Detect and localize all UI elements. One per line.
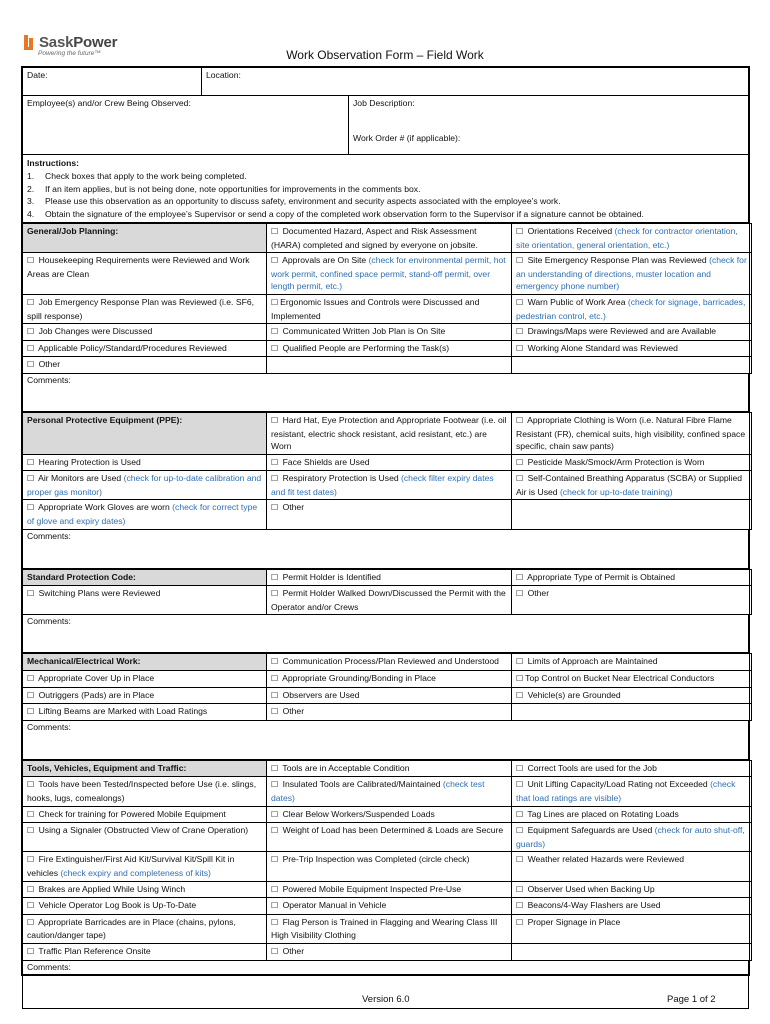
checklist-label: Top Control on Bucket Near Electrical Conductors [525, 673, 715, 684]
checklist-item[interactable] [267, 569, 512, 586]
checklist-label: Outriggers (Pads) are in Place [38, 689, 155, 700]
instructions-heading: Instructions: [27, 158, 80, 168]
checklist-row [23, 687, 752, 704]
checklist-label: Air Monitors are Used [38, 473, 124, 484]
instruction-item [27, 208, 744, 221]
checkbox-icon[interactable]: ☐ [516, 901, 524, 911]
comments-box[interactable] [22, 374, 749, 412]
checklist-label: Hard Hat, Eye Protection and Appropriate Footwear (i.e. oil resistant, electric shock resistant, acid resistant, etc.) are Worn [271, 414, 507, 452]
checkbox-icon[interactable]: ☐ [27, 917, 35, 927]
checkbox-icon[interactable]: ☐ [516, 589, 524, 599]
instruction-number: 1. [27, 170, 35, 181]
checklist-label: Flag Person is Trained in Flagging and Wearing Class III High Visibility Clothing [271, 916, 498, 941]
checklist-item[interactable] [267, 760, 512, 777]
checklist-label: Tag Lines are placed on Rotating Loads [527, 808, 679, 819]
checklist-item[interactable] [267, 294, 512, 323]
empty-cell [267, 357, 512, 374]
instructions-block [22, 155, 749, 223]
checklist-item[interactable] [512, 671, 752, 688]
checklist-item[interactable] [23, 454, 267, 471]
checkbox-icon[interactable]: ☐ [271, 415, 279, 425]
checklist-row [23, 654, 752, 671]
instruction-item [27, 183, 744, 196]
checklist-label: Correct Tools are used for the Job [527, 762, 657, 773]
checklist-item[interactable] [23, 253, 267, 295]
checklist-item[interactable] [23, 823, 267, 852]
checklist-item[interactable] [267, 223, 512, 252]
checklist-label: Equipment Safeguards are Used [527, 825, 655, 836]
checkbox-icon[interactable]: ☐ [516, 826, 524, 836]
checklist-item[interactable] [512, 324, 752, 341]
empty-cell [512, 943, 752, 960]
checklist-label: Other [282, 706, 305, 717]
comments-box[interactable] [22, 530, 749, 569]
checklist-note: (check test dates) [271, 779, 485, 804]
checklist-item[interactable] [512, 471, 752, 500]
checkbox-icon[interactable]: ☐ [271, 297, 279, 307]
checklist-label: Housekeeping Requirements were Reviewed and Work Areas are Clean [27, 255, 250, 279]
date-field[interactable]: Date: [23, 68, 202, 96]
checklist-item[interactable] [512, 569, 752, 586]
checklist-item[interactable] [512, 760, 752, 777]
checklist-item[interactable] [23, 687, 267, 704]
checklist-label: Self-Contained Breathing Apparatus (SCBA) or Supplied Air is Used [516, 473, 743, 497]
checklist-label: Appropriate Cover Up in Place [38, 673, 155, 684]
section-heading: Personal Protective Equipment (PPE): [23, 412, 267, 454]
checklist-note: (check for environmental permit, hot work permit, confined space permit, stand-off permit, over length permit, etc.) [271, 255, 506, 292]
checklist-item[interactable] [267, 881, 512, 898]
checklist-note: (check that load ratings are visible) [516, 779, 736, 804]
checklist-item[interactable] [23, 471, 267, 500]
checklist-label: Applicable Policy/Standard/Procedures Reviewed [38, 342, 227, 353]
checklist-item[interactable] [267, 806, 512, 823]
checkbox-icon[interactable]: ☐ [516, 457, 524, 467]
checkbox-icon[interactable]: ☐ [271, 855, 279, 865]
checklist-label: Weight of Load has been Determined & Loads are Secure [282, 825, 504, 836]
checklist-item[interactable] [267, 654, 512, 671]
checklist-label: Respiratory Protection is Used [282, 473, 402, 484]
checklist-item[interactable] [267, 852, 512, 881]
checkbox-icon[interactable]: ☐ [516, 474, 524, 484]
checkbox-icon[interactable]: ☐ [271, 572, 279, 582]
instruction-text: Check boxes that apply to the work being completed. [45, 170, 247, 181]
checklist-row [23, 586, 752, 615]
checkbox-icon[interactable]: ☐ [27, 474, 35, 484]
checkbox-icon[interactable]: ☐ [271, 657, 279, 667]
checklist-label: Pesticide Mask/Smock/Arm Protection is Worn [527, 456, 705, 467]
checklist-item[interactable] [267, 671, 512, 688]
checkbox-icon[interactable]: ☐ [271, 343, 279, 353]
form-body [21, 66, 750, 976]
checkbox-icon[interactable]: ☐ [516, 917, 524, 927]
checklist-label: Tools are in Acceptable Condition [282, 762, 410, 773]
checklist-row [23, 760, 752, 777]
checklist-label: Appropriate Barricades are in Place (chains, pylons, caution/danger tape) [27, 916, 236, 941]
checklist-label: Weather related Hazards were Reviewed [527, 854, 685, 865]
checklist-label: Other [282, 502, 305, 513]
comments-label: Comments: [27, 530, 71, 541]
checklist-item[interactable] [267, 471, 512, 500]
checkbox-icon[interactable]: ☐ [271, 327, 279, 337]
checklist-item[interactable] [512, 223, 752, 252]
instruction-text: If an item applies, but is not being done, note opportunities for improvements in the comments box. [45, 183, 421, 194]
checkbox-icon[interactable]: ☐ [27, 503, 35, 513]
checkbox-icon[interactable]: ☐ [516, 657, 524, 667]
comments-box[interactable] [22, 721, 749, 760]
checklist-item[interactable] [267, 943, 512, 960]
checklist-label: Documented Hazard, Aspect and Risk Assessment (HARA) completed and signed by everyone on jobsite. [271, 225, 478, 250]
checkbox-icon[interactable]: ☐ [27, 901, 35, 911]
comments-label: Comments: [27, 616, 71, 627]
checklist-item[interactable] [267, 823, 512, 852]
checklist-item[interactable] [23, 914, 267, 943]
checkbox-icon[interactable]: ☐ [516, 674, 524, 684]
checkbox-icon[interactable]: ☐ [271, 917, 279, 927]
checklist-row [23, 671, 752, 688]
checklist-item[interactable] [23, 357, 267, 374]
checkbox-icon[interactable]: ☐ [516, 327, 524, 337]
checklist-note: (check for contractor orientation, site orientation, general orientation, etc.) [516, 225, 738, 250]
checklist-label: Limits of Approach are Maintained [527, 656, 658, 667]
checklist-row [23, 324, 752, 341]
checklist-label: Approvals are On Site [282, 255, 369, 266]
checklist-row [23, 223, 752, 252]
work-order-label: Work Order # (if applicable): [353, 132, 461, 143]
checklist-item[interactable] [23, 806, 267, 823]
checkbox-icon[interactable]: ☐ [516, 855, 524, 865]
checklist-label: Observer Used when Backing Up [527, 883, 655, 894]
checkbox-icon[interactable]: ☐ [27, 674, 35, 684]
checklist-item[interactable] [512, 253, 752, 295]
section-heading: Standard Protection Code: [23, 569, 267, 586]
checklist-item[interactable] [267, 324, 512, 341]
checklist-note: (check for auto shut-off, guards) [516, 825, 745, 849]
checklist-item[interactable] [267, 687, 512, 704]
checklist-item[interactable] [512, 654, 752, 671]
checklist-item[interactable] [267, 412, 512, 454]
checkbox-icon[interactable]: ☐ [271, 674, 279, 684]
checklist-label: Job Emergency Response Plan was Reviewed (i.e. SF6, spill response) [27, 296, 254, 321]
checklist-label: Tools have been Tested/Inspected before Use (i.e. slings, hooks, lugs, comealongs) [27, 779, 257, 804]
checkbox-icon[interactable]: ☐ [27, 780, 35, 790]
checklist-note: (check for up-to-date training) [559, 486, 673, 497]
checklist-row [23, 471, 752, 500]
checklist-note: (check for an understanding of directions, muster location and emergency phone number) [516, 255, 747, 292]
comments-box[interactable] [22, 615, 749, 653]
checklist-row [23, 777, 752, 806]
instruction-number: 3. [27, 196, 35, 207]
checklist-label: Permit Holder Walked Down/Discussed the Permit with the Operator and/or Crews [271, 588, 506, 612]
checkbox-icon[interactable]: ☐ [27, 946, 35, 956]
checkbox-icon[interactable]: ☐ [27, 826, 35, 836]
checkbox-icon[interactable]: ☐ [516, 415, 524, 425]
checklist-item[interactable] [512, 898, 752, 915]
checkbox-icon[interactable]: ☐ [27, 457, 35, 467]
checklist-label: Proper Signage in Place [527, 916, 621, 927]
checklist-label: Fire Extinguisher/First Aid Kit/Survival Kit/Spill Kit in vehicles [27, 854, 235, 878]
checklist-row [23, 914, 752, 943]
checklist-note: (check for signage, barricades, pedestrian control, etc.) [516, 296, 746, 321]
checklist-label: Clear Below Workers/Suspended Loads [282, 808, 435, 819]
checklist-row [23, 412, 752, 454]
checklist-label: Insulated Tools are Calibrated/Maintained [282, 779, 443, 790]
job-description-label: Job Description: [353, 98, 415, 108]
checklist-item[interactable] [23, 704, 267, 721]
checklist-label: Vehicle Operator Log Book is Up-To-Date [38, 900, 197, 911]
checkbox-icon[interactable]: ☐ [27, 360, 35, 370]
checklist-label: Other [282, 945, 305, 956]
checklist-label: Appropriate Clothing is Worn (i.e. Natural Fibre Flame Resistant (FR), chemical suits, high visibility, confined space specific, chain saw pants) [516, 414, 746, 452]
checklist-label: Check for training for Powered Mobile Equipment [38, 808, 226, 819]
checklist-label: Pre-Trip Inspection was Completed (circle check) [282, 854, 470, 865]
checklist-label: Using a Signaler (Obstructed View of Crane Operation) [38, 825, 249, 836]
checkbox-icon[interactable]: ☐ [27, 343, 35, 353]
checkbox-icon[interactable]: ☐ [271, 226, 279, 236]
checklist-label: Brakes are Applied While Using Winch [38, 883, 186, 894]
empty-cell [512, 500, 752, 529]
checkbox-icon[interactable]: ☐ [516, 763, 524, 773]
checklist-item[interactable] [23, 340, 267, 357]
checklist-label: Communicated Written Job Plan is On Site [282, 326, 446, 337]
checkbox-icon[interactable]: ☐ [271, 589, 279, 599]
checkbox-icon[interactable]: ☐ [516, 884, 524, 894]
checkbox-icon[interactable]: ☐ [271, 474, 279, 484]
checklist-row [23, 943, 752, 960]
checklist-item[interactable] [267, 777, 512, 806]
checklist-item[interactable] [512, 586, 752, 615]
checkbox-icon[interactable]: ☐ [271, 780, 279, 790]
checklist-item[interactable] [23, 898, 267, 915]
logo-wordmark: SaskPower [39, 34, 118, 51]
checklist-item[interactable] [512, 294, 752, 323]
checklist-label: Powered Mobile Equipment Inspected Pre-Use [282, 883, 462, 894]
checklist-item[interactable] [23, 324, 267, 341]
checklist-label: Communication Process/Plan Reviewed and Understood [282, 656, 499, 667]
empty-cell [512, 704, 752, 721]
checklist-label: Qualified People are Performing the Task(s) [282, 342, 450, 353]
checklist-label: Face Shields are Used [282, 456, 370, 467]
section-spc [22, 569, 752, 616]
checklist-item[interactable] [512, 412, 752, 454]
checklist-label: Hearing Protection is Used [38, 456, 141, 467]
checklist-label: Lifting Beams are Marked with Load Ratings [38, 706, 208, 717]
checkbox-icon[interactable]: ☐ [271, 884, 279, 894]
section-tools [22, 760, 752, 961]
checklist-label: Other [38, 359, 61, 370]
checklist-label: Permit Holder is Identified [282, 571, 381, 582]
checklist-item[interactable] [512, 806, 752, 823]
checkbox-icon[interactable]: ☐ [27, 256, 35, 266]
checkbox-icon[interactable]: ☐ [27, 707, 35, 717]
checkbox-icon[interactable]: ☐ [271, 826, 279, 836]
form-title: Work Observation Form – Field Work [286, 48, 484, 62]
checklist-item[interactable] [23, 500, 267, 529]
checkbox-icon[interactable]: ☐ [27, 855, 35, 865]
checklist-item[interactable] [23, 586, 267, 615]
checklist-label: Drawings/Maps were Reviewed and are Available [527, 326, 717, 337]
checklist-item[interactable] [23, 294, 267, 323]
checklist-label: Beacons/4-Way Flashers are Used [527, 900, 661, 911]
checkbox-icon[interactable]: ☐ [271, 707, 279, 717]
checklist-item[interactable] [23, 943, 267, 960]
checklist-row [23, 340, 752, 357]
instruction-text: Please use this observation as an opportunity to discuss safety, environment and security aspects associated with the employee’s work. [45, 196, 561, 207]
checklist-label: Operator Manual in Vehicle [282, 900, 387, 911]
checklist-label: Appropriate Grounding/Bonding in Place [282, 673, 436, 684]
checklist-label: Other [527, 588, 550, 599]
checklist-label: Orientations Received [527, 225, 615, 236]
checklist-item[interactable] [23, 881, 267, 898]
checkbox-icon[interactable]: ☐ [516, 809, 524, 819]
instruction-item [27, 170, 744, 183]
checkbox-icon[interactable]: ☐ [271, 946, 279, 956]
checklist-item[interactable] [512, 881, 752, 898]
checklist-label: Traffic Plan Reference Onsite [38, 945, 151, 956]
version-label: Version 6.0 [362, 994, 410, 1005]
checklist-row [23, 852, 752, 881]
checklist-label: Switching Plans were Reviewed [38, 588, 161, 599]
checkbox-icon[interactable]: ☐ [516, 226, 524, 236]
checkbox-icon[interactable]: ☐ [516, 690, 524, 700]
checklist-label: Appropriate Type of Permit is Obtained [527, 571, 676, 582]
checklist-item[interactable] [512, 823, 752, 852]
checklist-label: Ergonomic Issues and Controls were Discussed and Implemented [271, 296, 480, 321]
checkbox-icon[interactable]: ☐ [271, 809, 279, 819]
header-table [22, 67, 749, 155]
instruction-text: Obtain the signature of the employee’s Supervisor or send a copy of the completed work observation form to the Supervisor if a signature cannot be obtained. [45, 209, 644, 220]
comments-label: Comments: [27, 374, 71, 385]
checklist-label: Job Changes were Discussed [38, 326, 153, 337]
checklist-label: Appropriate Work Gloves are worn [38, 502, 173, 513]
checkbox-icon[interactable]: ☐ [271, 901, 279, 911]
checkbox-icon[interactable]: ☐ [27, 809, 35, 819]
checklist-row [23, 806, 752, 823]
checklist-item[interactable] [267, 500, 512, 529]
checklist-row [23, 253, 752, 295]
checklist-item[interactable] [23, 777, 267, 806]
section-general [22, 223, 752, 374]
checkbox-icon[interactable]: ☐ [516, 572, 524, 582]
checkbox-icon[interactable]: ☐ [516, 343, 524, 353]
checklist-note: (check for correct type of glove and expiry dates) [27, 502, 258, 527]
checklist-row [23, 881, 752, 898]
checklist-row [23, 500, 752, 529]
checkbox-icon[interactable]: ☐ [516, 780, 524, 790]
location-field[interactable]: Location: [202, 68, 749, 96]
checklist-label: Working Alone Standard was Reviewed [527, 342, 678, 353]
checklist-item[interactable] [512, 687, 752, 704]
checklist-row [23, 704, 752, 721]
checkbox-icon[interactable]: ☐ [27, 589, 35, 599]
checkbox-icon[interactable]: ☐ [516, 256, 524, 266]
instruction-number: 4. [27, 209, 35, 220]
checklist-row [23, 898, 752, 915]
checkbox-icon[interactable]: ☐ [271, 690, 279, 700]
section-heading: General/Job Planning: [23, 223, 267, 252]
checkbox-icon[interactable]: ☐ [27, 327, 35, 337]
checklist-item[interactable] [23, 671, 267, 688]
checklist-label: Observers are Used [282, 689, 360, 700]
checklist-item[interactable] [267, 586, 512, 615]
checkbox-icon[interactable]: ☐ [271, 763, 279, 773]
checklist-note: (check for up-to-date calibration and proper gas monitor) [27, 473, 262, 497]
checklist-row [23, 294, 752, 323]
checklist-label: Site Emergency Response Plan was Reviewed [527, 255, 710, 266]
employees-field[interactable]: Employee(s) and/or Crew Being Observed: [23, 96, 349, 155]
checklist-item[interactable] [267, 253, 512, 295]
checklist-item[interactable] [267, 704, 512, 721]
checklist-item[interactable] [267, 340, 512, 357]
checklist-item[interactable] [512, 852, 752, 881]
checklist-row [23, 357, 752, 374]
checkbox-icon[interactable]: ☐ [516, 297, 524, 307]
checklist-item[interactable] [512, 914, 752, 943]
checklist-item[interactable] [512, 340, 752, 357]
page-number: Page 1 of 2 [667, 994, 716, 1005]
job-description-field[interactable] [349, 96, 749, 155]
instruction-item [27, 195, 744, 208]
section-heading: Tools, Vehicles, Equipment and Traffic: [23, 760, 267, 777]
checklist-label: Unit Lifting Capacity/Load Rating not Exceeded [527, 779, 711, 790]
checklist-label: Warn Public of Work Area [527, 296, 628, 307]
checklist-row [23, 454, 752, 471]
checklist-row [23, 569, 752, 586]
checkbox-icon[interactable]: ☐ [27, 690, 35, 700]
checklist-row [23, 823, 752, 852]
section-ppe [22, 412, 752, 530]
checklist-label: Vehicle(s) are Grounded [527, 689, 621, 700]
checkbox-icon[interactable]: ☐ [271, 256, 279, 266]
instruction-number: 2. [27, 183, 35, 194]
checklist-item[interactable] [23, 852, 267, 881]
checkbox-icon[interactable]: ☐ [271, 503, 279, 513]
checklist-item[interactable] [512, 777, 752, 806]
checklist-note: (check filter expiry dates and fit test dates) [271, 473, 494, 497]
checkbox-icon[interactable]: ☐ [271, 457, 279, 467]
checklist-item[interactable] [267, 454, 512, 471]
checkbox-icon[interactable]: ☐ [27, 297, 35, 307]
empty-cell [512, 357, 752, 374]
logo-tagline: Powering the future™ [38, 50, 101, 57]
comments-label: Comments: [27, 721, 71, 732]
section-heading: Mechanical/Electrical Work: [23, 654, 267, 671]
checklist-item[interactable] [267, 914, 512, 943]
section-mech [22, 653, 752, 720]
comments-label: Comments: [27, 961, 71, 972]
checklist-item[interactable] [512, 454, 752, 471]
checkbox-icon[interactable]: ☐ [27, 884, 35, 894]
checklist-item[interactable] [267, 898, 512, 915]
checklist-note: (check expiry and completeness of kits) [60, 867, 211, 878]
